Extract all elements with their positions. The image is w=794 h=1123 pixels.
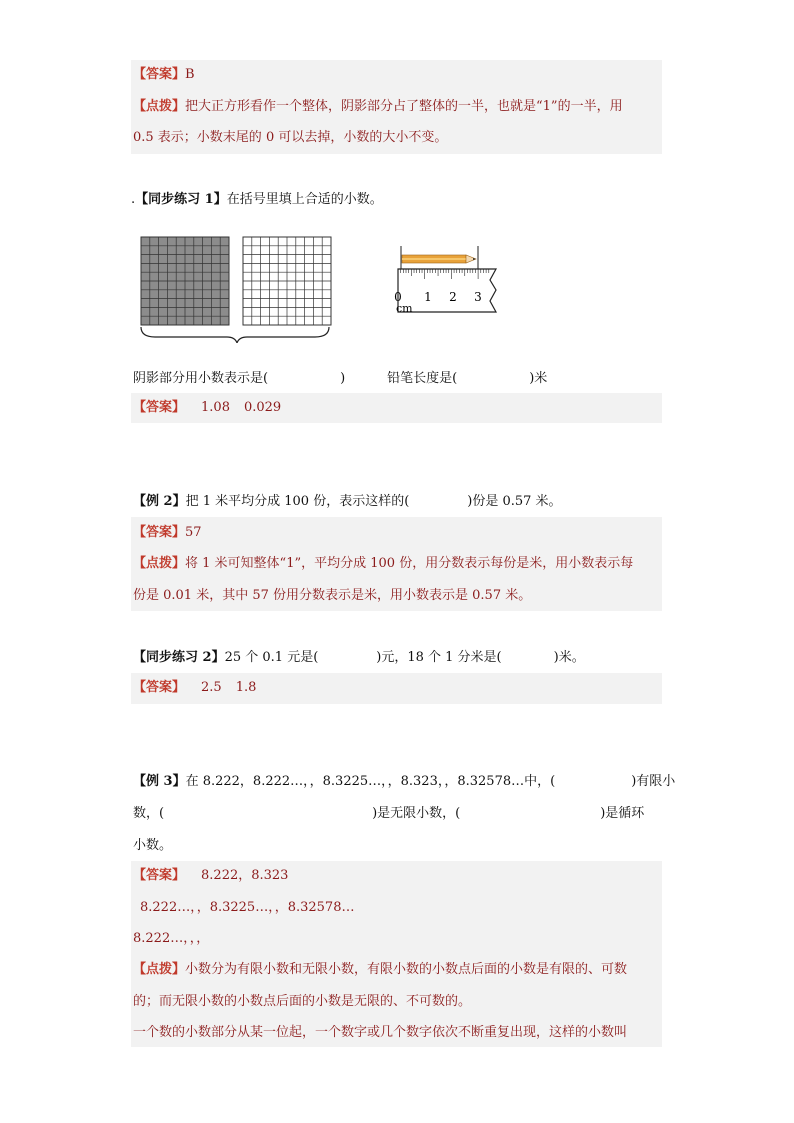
question-ex3-line2: [133, 804, 644, 824]
answer-a: 2.5: [201, 680, 222, 695]
caption-left: 阴影部分用小数表示是(: [133, 371, 269, 386]
question-ex3-line3: 小数。: [133, 838, 173, 853]
question-part-a: 在 8.222，8.222…，，8.3225…，，8.323，，8.32578…中，(: [185, 774, 556, 789]
question-part-e: )是循环: [600, 806, 645, 821]
question-part-a: 把 1 米平均分成 100 份，表示这样的(: [185, 494, 410, 509]
answer-line-ex3-3: 8.222…，，，: [133, 931, 210, 946]
tip-text: 小数分为有限小数和无限小数，有限小数的小数点后面的小数是有限的、可数: [185, 962, 628, 977]
answer-value: 57: [185, 525, 202, 540]
ruler-tick-label-1: 1: [424, 290, 432, 304]
question-part-b: )元，18 个 1 分米是(: [376, 650, 502, 665]
answer-band-ex3: [131, 861, 662, 1047]
tip-line-ex1-2: 0.5 表示；小数末尾的 0 可以去掉，小数的大小不变。: [133, 130, 448, 145]
answer-tag: 【答案】: [133, 680, 186, 695]
question-part-b: )份是 0.57 米。: [467, 494, 562, 509]
ruler-tick-label-3: 3: [474, 290, 482, 304]
question-part-d: )是无限小数，(: [372, 806, 461, 821]
shaded-grid: [141, 237, 229, 325]
tip-line-ex2-2: 份是 0.01 米，其中 57 份用分数表示是米，用小数表示是 0.57 米。: [133, 588, 532, 603]
grid-figure: [135, 233, 335, 343]
question-ex2: [133, 492, 562, 512]
answer-value: 8.222，8.323: [201, 868, 289, 883]
tip-text: 把大正方形看作一个整体，阴影部分占了整体的一半，也就是“1”的一半，用: [185, 99, 623, 114]
answer-line-ex1: [133, 65, 195, 85]
answer-tag: 【答案】: [133, 868, 186, 883]
question-title: 【例 3】: [133, 774, 186, 789]
answer-value: B: [185, 67, 195, 82]
brace: [141, 327, 329, 343]
ruler-tick-label-0: 0: [394, 290, 402, 304]
partial-grid: [243, 237, 331, 325]
bullet: .: [131, 192, 136, 207]
answer-b: 0.029: [243, 400, 282, 415]
answer-line-ex2: [133, 523, 202, 543]
question-title: 【同步练习 2】: [133, 650, 225, 665]
tip-tag: 【点拨】: [133, 556, 186, 571]
question-ex3-line1: [133, 772, 675, 792]
caption-right-close: )米: [529, 371, 548, 386]
tip-line-ex3-3: 一个数的小数部分从某一位起，一个数字或几个数字依次不断重复出现，这样的小数叫: [133, 1025, 628, 1040]
answer-tag: 【答案】: [133, 67, 186, 82]
tip-text: 将 1 米可知整体“1”，平均分成 100 份，用分数表示每份是米，用小数表示每: [185, 556, 634, 571]
caption-left-close: ): [340, 371, 346, 386]
question-part-a: 25 个 0.1 元是(: [224, 650, 319, 665]
answer-tag: 【答案】: [133, 525, 186, 540]
ruler-tick-label-2: 2: [449, 290, 457, 304]
answer-b: 1.8: [235, 680, 257, 695]
question-title: 【例 2】: [133, 494, 186, 509]
pencil: [402, 255, 476, 263]
tip-tag: 【点拨】: [133, 99, 186, 114]
answer-line-ex3-1: [133, 866, 288, 886]
answer-a: 1.08: [201, 400, 230, 415]
tip-line-ex2-1: [133, 554, 633, 574]
answer-tag: 【答案】: [133, 400, 186, 415]
question-part-b: )有限小: [631, 774, 676, 789]
ruler-figure: [390, 244, 505, 319]
question-part-c: )米。: [553, 650, 585, 665]
question-title: 【同步练习 1】: [135, 192, 227, 207]
question-part-c: 数，(: [133, 806, 165, 821]
question-sync1: [131, 190, 383, 210]
question-sync2: [133, 648, 585, 668]
tip-line-ex3-2: 的；而无限小数的小数点后面的小数是无限的、不可数的。: [133, 994, 472, 1009]
answer-line-sync1: [133, 398, 281, 418]
tip-tag: 【点拨】: [133, 962, 186, 977]
caption-sync1: [133, 369, 547, 389]
tip-line-ex1-1: [133, 97, 623, 117]
caption-right: 铅笔长度是(: [387, 371, 458, 386]
ruler-unit-label: cm: [396, 302, 413, 315]
question-text: 在括号里填上合适的小数。: [226, 192, 383, 207]
answer-line-sync2: [133, 678, 256, 698]
answer-line-ex3-2: 8.222…，，8.3225…，，8.32578…: [140, 900, 355, 915]
tip-line-ex3-1: [133, 960, 627, 980]
